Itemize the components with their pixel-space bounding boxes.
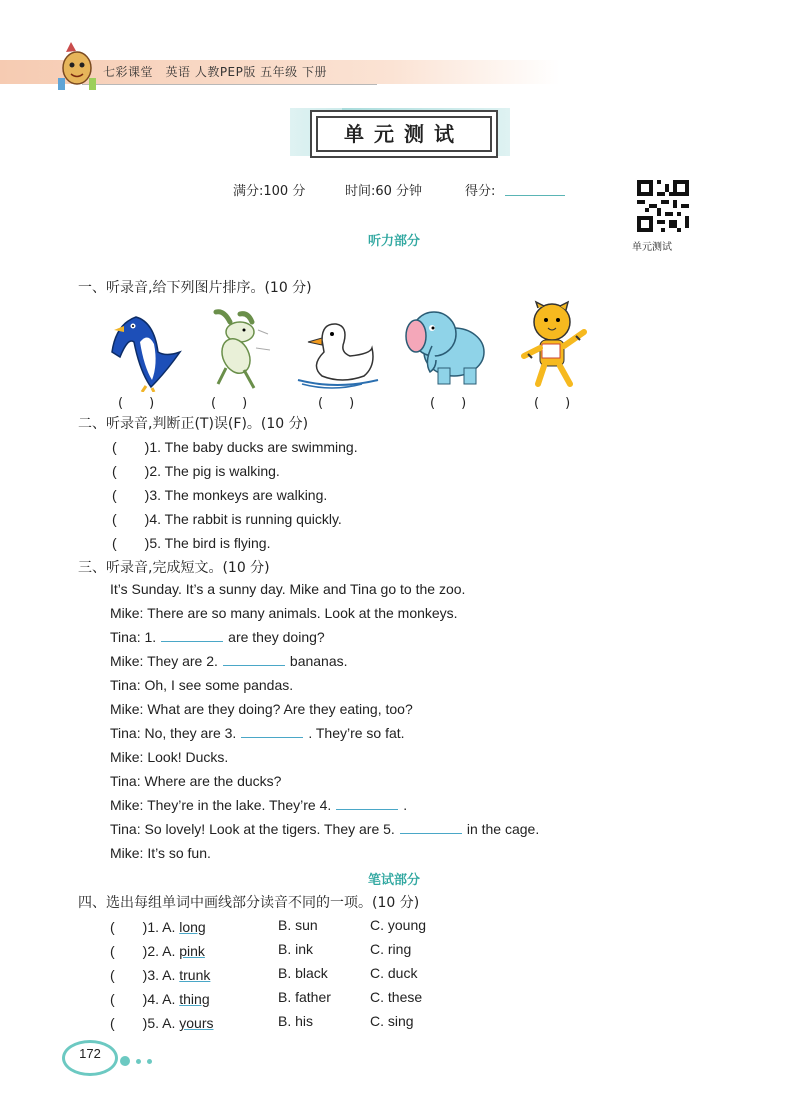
decor-dot-icon [147, 1059, 152, 1064]
writing-section-header: 笔试部分 [368, 873, 421, 888]
q4-row: ( )5. A. yours B. his C. sing [110, 1013, 414, 1031]
q2-heading: 二、听录音,判断正(T)误(F)。(10 分) [78, 416, 309, 432]
q4-row: ( )2. A. pink B. ink C. ring [110, 941, 412, 959]
q3-line: Mike: They’re in the lake. They’re 4. . [110, 797, 408, 813]
page-title: 单元测试 [316, 116, 492, 152]
q3-line: Tina: No, they are 3. . They’re so fat. [110, 725, 405, 741]
score-blank [505, 195, 565, 196]
q3-line: Tina: Where are the ducks? [110, 773, 282, 789]
score-label: 得分: [465, 184, 496, 199]
q4-row: ( )3. A. trunk B. black C. duck [110, 965, 418, 983]
fill-blank-3[interactable] [241, 725, 303, 738]
q1-answer-5[interactable]: ( ) [534, 396, 571, 411]
q3-line: Mike: It’s so fun. [110, 845, 211, 861]
decor-dot-icon [136, 1059, 141, 1064]
q3-line: Tina: So lovely! Look at the tigers. They are 5. in the cage. [110, 821, 540, 837]
q1-heading: 一、听录音,给下列图片排序。(10 分) [78, 280, 312, 296]
elephant-picture [402, 302, 494, 390]
fill-blank-5[interactable] [400, 821, 462, 834]
q3-line: Mike: What are they doing? Are they eating, too? [110, 701, 413, 717]
qr-code-icon[interactable] [637, 180, 689, 232]
fill-blank-1[interactable] [161, 629, 223, 642]
q3-line: Mike: They are 2. bananas. [110, 653, 348, 669]
penguin-picture [106, 312, 184, 392]
duck-picture [292, 318, 382, 390]
q3-line: It’s Sunday. It’s a sunny day. Mike and Tina go to the zoo. [110, 581, 466, 597]
tiger-picture [514, 298, 596, 390]
header-title: 七彩课堂 英语 人教PEP版 五年级 下册 [103, 65, 327, 79]
fill-blank-4[interactable] [336, 797, 398, 810]
mascot-icon [52, 38, 102, 93]
q4-row: ( )1. A. long B. sun C. young [110, 917, 427, 935]
q2-item: ( )3. The monkeys are walking. [112, 487, 328, 503]
full-score: 满分:100 分 [233, 184, 306, 199]
q2-item: ( )5. The bird is flying. [112, 535, 271, 551]
fill-blank-2[interactable] [223, 653, 285, 666]
q3-line: Tina: 1. are they doing? [110, 629, 325, 645]
q1-answer-1[interactable]: ( ) [118, 396, 155, 411]
qr-caption: 单元测试 [632, 242, 672, 253]
decor-dot-icon [120, 1056, 130, 1066]
q3-line: Tina: Oh, I see some pandas. [110, 677, 294, 693]
q3-line: Mike: Look! Ducks. [110, 749, 229, 765]
q3-line: Mike: There are so many animals. Look at the monkeys. [110, 605, 458, 621]
q1-answer-2[interactable]: ( ) [211, 396, 248, 411]
q2-item: ( )4. The rabbit is running quickly. [112, 511, 342, 527]
q2-item: ( )2. The pig is walking. [112, 463, 280, 479]
page-number: 172 [79, 1046, 101, 1061]
time-limit: 时间:60 分钟 [345, 184, 423, 199]
q3-heading: 三、听录音,完成短文。(10 分) [78, 560, 270, 576]
q1-answer-3[interactable]: ( ) [318, 396, 355, 411]
listening-section-header: 听力部分 [368, 234, 421, 249]
q4-row: ( )4. A. thing B. father C. these [110, 989, 423, 1007]
q1-answer-4[interactable]: ( ) [430, 396, 467, 411]
q4-heading: 四、选出每组单词中画线部分读音不同的一项。(10 分) [78, 895, 420, 911]
q2-item: ( )1. The baby ducks are swimming. [112, 439, 358, 455]
header-divider [82, 84, 377, 85]
rabbit-picture [196, 308, 274, 392]
